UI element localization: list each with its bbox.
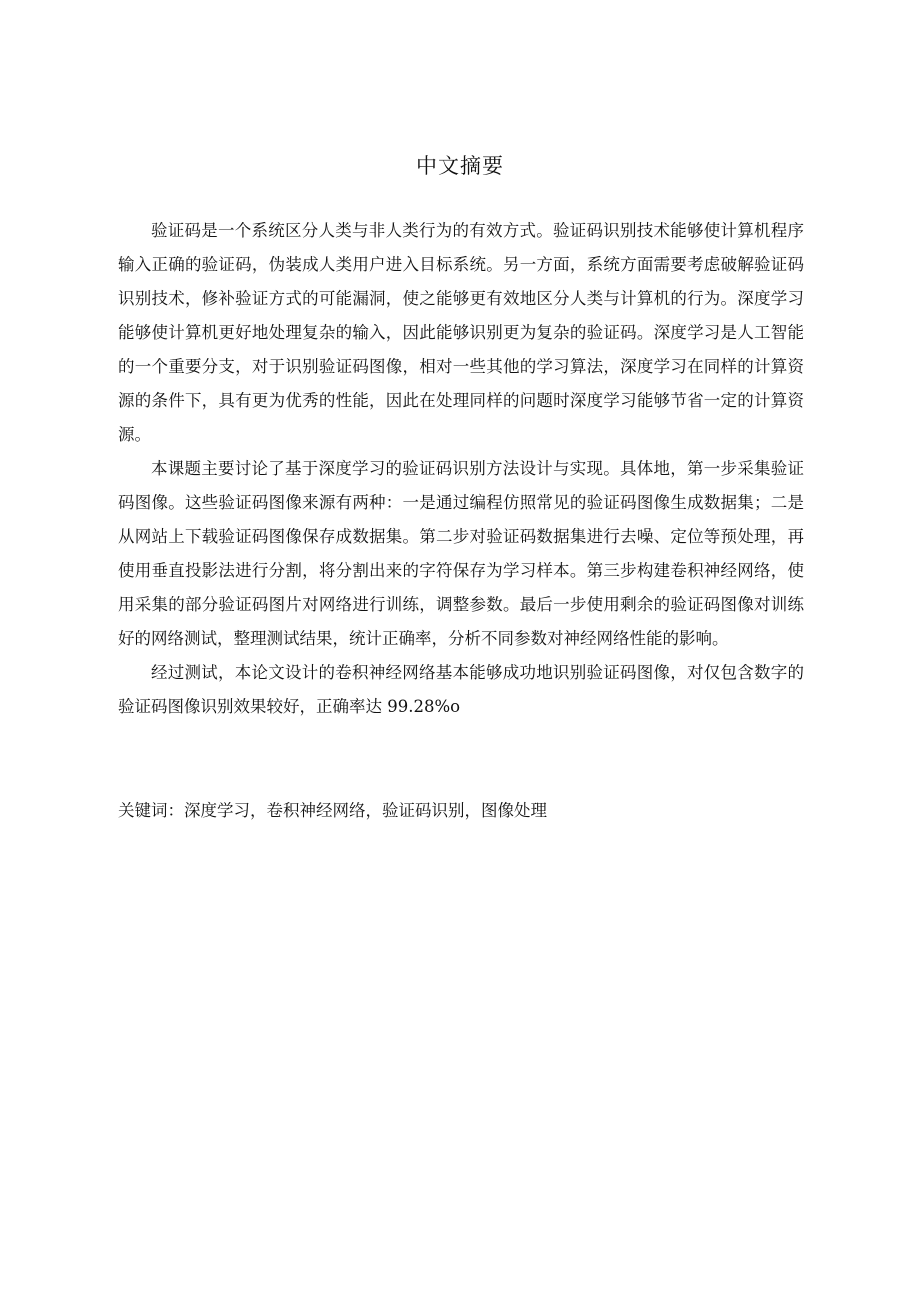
abstract-paragraph-3: 经过测试，本论文设计的卷积神经网络基本能够成功地识别验证码图像，对仅包含数字的验证码图像识别效果较好，正确率达 99.28%o <box>118 663 804 716</box>
abstract-body <box>118 214 804 724</box>
keywords-line: 关键词：深度学习，卷积神经网络，验证码识别，图像处理 <box>118 801 547 820</box>
abstract-paragraph-1: 验证码是一个系统区分人类与非人类行为的有效方式。验证码识别技术能够使计算机程序输入正确的验证码，伪装成人类用户进入目标系统。另一方面，系统方面需要考虑破解验证码识别技术，修补验证方式的可能漏洞，使之能够更有效地区分人类与计算机的行为。深度学习能够使计算机更好地处理复杂的输入，因此能够识别更为复杂的验证码。深度学习是人工智能的一个重要分支，对于识别验证码图像，相对一些其他的学习算法，深度学习在同样的计算资源的条件下，具有更为优秀的性能，因此在处理同样的问题时深度学习能够节省一定的计算资源。 <box>118 221 804 444</box>
abstract-paragraph-2: 本课题主要讨论了基于深度学习的验证码识别方法设计与实现。具体地，第一步采集验证码图像。这些验证码图像来源有两种：一是通过编程仿照常见的验证码图像生成数据集；二是从网站上下载验证码图像保存成数据集。第二步对验证码数据集进行去噪、定位等预处理，再使用垂直投影法进行分割，将分割出来的字符保存为学习样本。第三步构建卷积神经网络，使用采集的部分验证码图片对网络进行训练，调整参数。最后一步使用剩余的验证码图像对训练好的网络测试，整理测试结果，统计正确率，分析不同参数对神经网络性能的影响。 <box>118 459 804 648</box>
abstract-title: 中文摘要 <box>416 154 504 178</box>
